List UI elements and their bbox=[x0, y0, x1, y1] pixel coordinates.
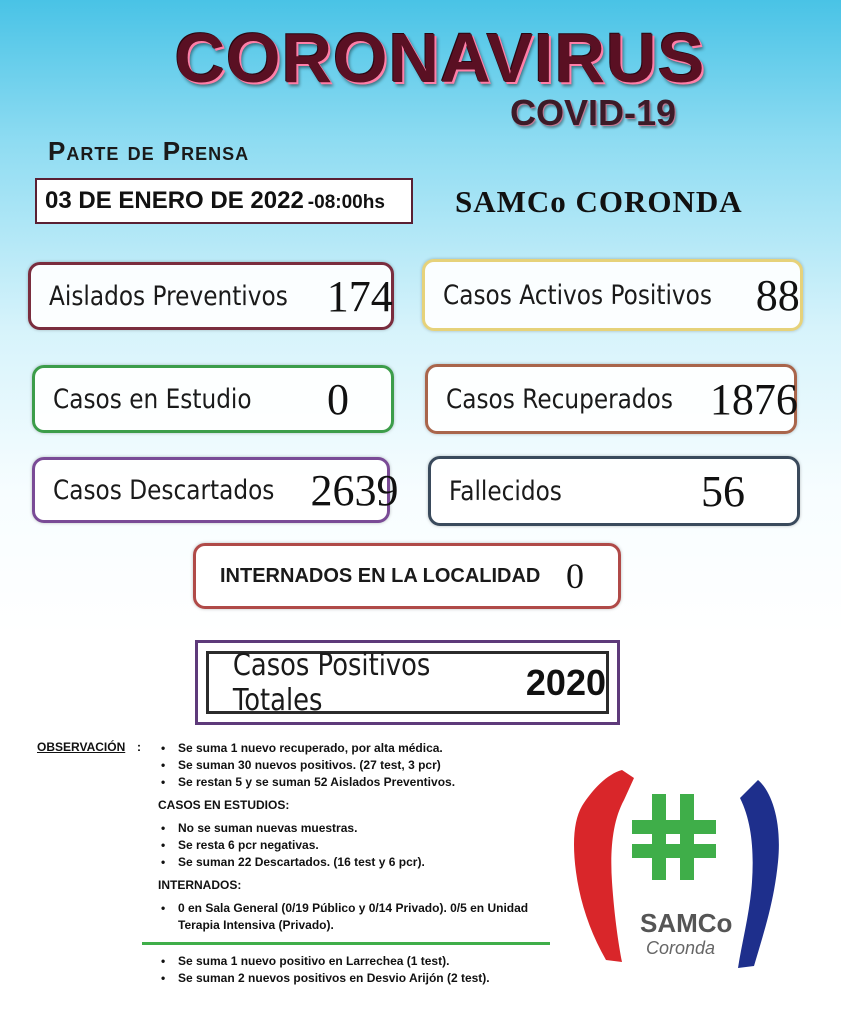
page-subtitle: COVID-19 bbox=[510, 92, 677, 133]
stat-card-aislados bbox=[28, 262, 394, 330]
stat-label: Casos Recuperados bbox=[446, 383, 673, 415]
total-positive-inner bbox=[206, 647, 609, 718]
stat-label: Casos Activos Positivos bbox=[443, 279, 712, 311]
stat-value: 56 bbox=[701, 466, 745, 516]
internados-notes bbox=[158, 900, 558, 934]
red-hand-icon bbox=[574, 770, 634, 962]
stat-card-internados bbox=[193, 543, 621, 609]
blue-hand-icon bbox=[738, 780, 779, 968]
stat-label: Casos Descartados bbox=[53, 474, 275, 506]
stat-value: 174 bbox=[326, 271, 393, 321]
stat-card-fallecidos bbox=[428, 456, 800, 526]
stat-value: 0 bbox=[327, 374, 349, 424]
stat-card-activos bbox=[422, 259, 803, 331]
date-box bbox=[35, 178, 413, 224]
samco-logo bbox=[572, 762, 787, 972]
page-title: CORONAVIRUS bbox=[174, 19, 706, 97]
list-item: • Se restan 5 y se suman 52 Aislados Preventivos. bbox=[158, 774, 558, 791]
estudios-heading: CASOS EN ESTUDIOS: bbox=[158, 798, 290, 812]
total-positive-label: Casos Positivos Totales bbox=[232, 647, 431, 718]
stat-card-descartados bbox=[32, 457, 399, 523]
stat-label: INTERNADOS EN LA LOCALIDAD bbox=[220, 564, 541, 587]
stat-value: 1876 bbox=[709, 374, 798, 424]
observation-label: OBSERVACIÓN bbox=[37, 740, 126, 754]
list-item: • 0 en Sala General (0/19 Público y 0/14 Privado). 0/5 en Unidad Terapia Intensiva (Privado). bbox=[158, 900, 558, 934]
logo-text: SAMCo bbox=[640, 908, 733, 938]
report-time: -08:00hs bbox=[307, 192, 385, 213]
stat-label: Fallecidos bbox=[449, 475, 562, 507]
organization-name: SAMCo CORONDA bbox=[455, 184, 743, 219]
estudios-notes bbox=[158, 820, 558, 871]
observation-colon: : bbox=[137, 740, 141, 754]
total-positive-value: 2020 bbox=[525, 661, 606, 703]
total-positive-box bbox=[195, 640, 620, 725]
list-item: • Se suman 30 nuevos positivos. (27 test, 3 pcr) bbox=[158, 757, 558, 774]
section-divider bbox=[142, 942, 550, 945]
stat-value: 0 bbox=[566, 556, 584, 596]
press-release-label: Parte de Prensa bbox=[48, 136, 250, 166]
stat-label: Aislados Preventivos bbox=[49, 280, 288, 312]
list-item: • Se suma 1 nuevo positivo en Larrechea (1 test). bbox=[158, 953, 558, 970]
stat-card-estudio bbox=[32, 365, 394, 433]
internados-heading: INTERNADOS: bbox=[158, 878, 242, 892]
logo-subtext: Coronda bbox=[646, 938, 716, 958]
list-item: • Se suma 1 nuevo recuperado, por alta médica. bbox=[158, 740, 558, 757]
green-cross-icon bbox=[632, 794, 716, 880]
observation-list bbox=[158, 740, 558, 987]
list-item: • Se suman 2 nuevos positivos en Desvio Arijón (2 test). bbox=[158, 970, 558, 987]
stat-value: 88 bbox=[755, 270, 800, 320]
other-notes bbox=[158, 953, 558, 987]
list-item: • Se suman 22 Descartados. (16 test y 6 pcr). bbox=[158, 854, 558, 871]
stat-label: Casos en Estudio bbox=[53, 383, 252, 415]
stat-card-recuperados bbox=[425, 364, 797, 434]
report-date: 03 DE ENERO DE 2022 bbox=[45, 187, 304, 214]
general-notes bbox=[158, 740, 558, 791]
stat-value: 2639 bbox=[310, 465, 399, 515]
list-item: • Se resta 6 pcr negativas. bbox=[158, 837, 558, 854]
list-item: • No se suman nuevas muestras. bbox=[158, 820, 558, 837]
